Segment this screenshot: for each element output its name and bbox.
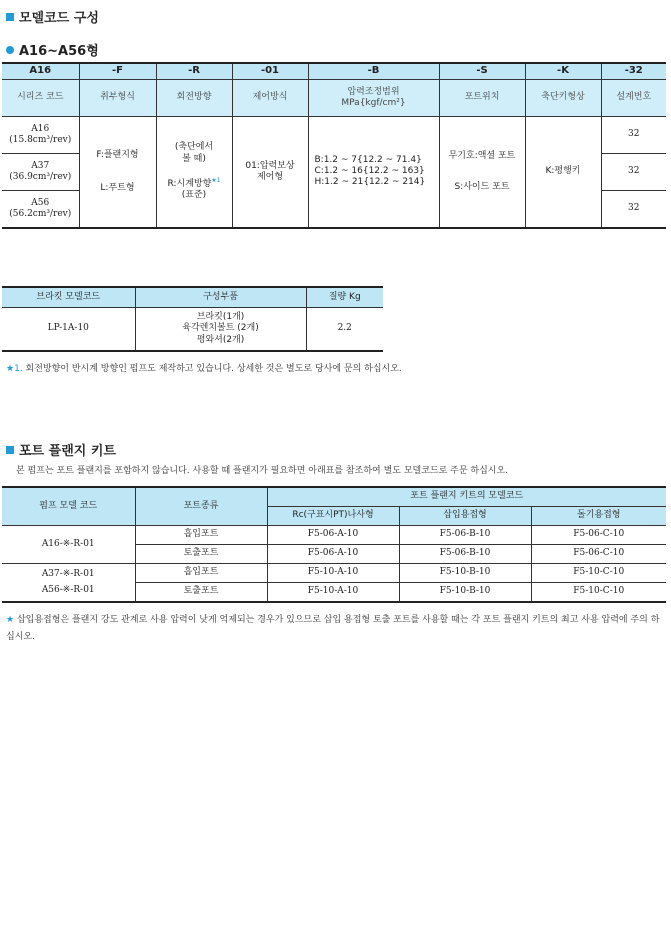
control-line: 01:압력보상 — [245, 160, 295, 171]
mount-cell — [79, 117, 156, 228]
circle-bullet-icon — [6, 46, 14, 54]
square-bullet-icon — [6, 446, 14, 454]
pressure-cell — [308, 117, 439, 228]
bracket-mass-cell: 2.2 — [306, 308, 383, 352]
bracket-header-row — [2, 287, 383, 308]
header-label: 압력조정범위 — [347, 86, 400, 97]
note-text: 삽입용접형은 플랜지 강도 관계로 사용 압력이 낮게 억제되는 경우가 있으므로 삽입 용접형 토출 포트를 사용할 때는 각 포트 플랜지 키트의 최고 사용 압력에 주의 하십시오. — [6, 615, 660, 642]
butt-code-cell: F5-10-C-10 — [531, 583, 666, 603]
control-line: 제어형 — [256, 171, 284, 182]
flange-header-row — [2, 487, 666, 507]
rotation-line — [157, 177, 232, 190]
flange-intro-text: 본 펌프는 포트 플랜지를 포함하지 않습니다. 사용할 때 플랜지가 필요하면 아래표를 참조하여 별도 모델코드로 주문 하십시오. — [16, 466, 509, 476]
pressure-option: B:1.2 ~ 7{12.2 ~ 71.4} — [314, 154, 422, 165]
header-cell: Rc(구표시PT)나사형 — [267, 507, 399, 526]
pump-model-cell: A16-※-R-01 — [2, 526, 135, 564]
series-cell — [2, 191, 79, 228]
header-cell: 회전방향 — [156, 80, 232, 117]
code-cell: -F — [79, 63, 156, 80]
key-cell: K:평행키 — [525, 117, 601, 228]
butt-code-cell: F5-06-C-10 — [531, 545, 666, 564]
code-cell: -K — [525, 63, 601, 80]
section-title-model-code — [6, 7, 99, 26]
series-cell — [2, 154, 79, 191]
port-type-cell: 흡입포트 — [135, 526, 267, 545]
header-cell: 구성부품 — [135, 287, 306, 308]
section-title-text: 모델코드 구성 — [19, 11, 99, 26]
code-cell: -S — [439, 63, 525, 80]
design-number-cell: 32 — [601, 154, 666, 191]
code-cell: -32 — [601, 63, 666, 80]
port-cell — [439, 117, 525, 228]
series-code: A16 — [31, 123, 50, 134]
design-number-cell: 32 — [601, 191, 666, 228]
bracket-row — [2, 308, 383, 352]
note-text: 회전방향이 반시계 방향인 펌프도 제작하고 있습니다. 상세한 것은 별도로 당사에 문의 하십시오. — [25, 364, 402, 374]
insert-code-cell: F5-06-B-10 — [399, 526, 531, 545]
rc-code-cell: F5-06-A-10 — [267, 526, 399, 545]
header-cell: 질량 Kg — [306, 287, 383, 308]
insert-code-cell: F5-06-B-10 — [399, 545, 531, 564]
note-insert-welding — [6, 612, 666, 646]
port-type-cell: 토출포트 — [135, 583, 267, 603]
header-cell: 펌프 모델 코드 — [2, 487, 135, 526]
series-cell — [2, 117, 79, 154]
flange-row — [2, 564, 666, 583]
pump-model: A56-※-R-01 — [41, 584, 95, 595]
header-cell: 설계번호 — [601, 80, 666, 117]
flange-kit-table — [2, 486, 666, 603]
header-cell: 제어방식 — [232, 80, 308, 117]
rotation-line: 볼 때) — [182, 153, 206, 164]
square-bullet-icon — [6, 13, 14, 21]
port-type-cell: 토출포트 — [135, 545, 267, 564]
rotation-line: (축단에서 — [174, 142, 214, 153]
series-displacement: (15.8cm³/rev) — [9, 135, 72, 145]
header-cell: 브라킷 모델코드 — [2, 287, 135, 308]
rc-code-cell: F5-10-A-10 — [267, 564, 399, 583]
pump-model-cell — [2, 564, 135, 603]
butt-code-cell: F5-06-C-10 — [531, 526, 666, 545]
star-note-icon: ★1. — [6, 364, 23, 374]
rotation-cell — [156, 117, 232, 228]
section-title-flange-kit — [6, 440, 116, 459]
rotation-line: (표준) — [181, 190, 207, 200]
port-type-cell: 흡입포트 — [135, 564, 267, 583]
section-title-series — [6, 40, 99, 59]
bracket-table — [2, 286, 383, 352]
part-item: 브라킷(1개) — [196, 312, 245, 323]
header-cell: 취부형식 — [79, 80, 156, 117]
mount-option: L:푸트형 — [100, 182, 135, 193]
code-cell: -01 — [232, 63, 308, 80]
pump-model: A37-※-R-01 — [41, 569, 95, 580]
note-rotation — [6, 361, 402, 374]
rotation-text: R:시계방향 — [167, 178, 212, 189]
insert-code-cell: F5-10-B-10 — [399, 564, 531, 583]
flange-row — [2, 526, 666, 545]
bracket-model-cell: LP-1A-10 — [47, 323, 89, 334]
header-cell: 시리즈 코드 — [2, 80, 79, 117]
header-row — [2, 80, 666, 117]
pressure-option: H:1.2 ~ 21{12.2 ~ 214} — [314, 177, 426, 188]
butt-code-cell: F5-10-C-10 — [531, 564, 666, 583]
star-mark-icon: ★1 — [211, 176, 221, 184]
part-item: 평와셔(2개) — [196, 334, 245, 345]
series-code: A56 — [31, 197, 50, 208]
code-row — [2, 63, 666, 80]
series-row — [2, 117, 666, 154]
rc-code-cell: F5-06-A-10 — [267, 545, 399, 564]
header-cell: 삽입용접형 — [399, 507, 531, 526]
model-code-table — [2, 62, 666, 229]
insert-code-cell: F5-10-B-10 — [399, 583, 531, 603]
star-note-icon: ★ — [6, 615, 15, 625]
mount-option: F:플랜지형 — [96, 149, 139, 160]
header-group-cell: 포트 플랜지 키트의 모델코드 — [267, 487, 666, 507]
section-subtitle-text: A16~A56형 — [19, 44, 99, 59]
bracket-parts-cell — [135, 308, 306, 352]
header-cell: 포트종류 — [135, 487, 267, 526]
header-cell: 돌기용접형 — [531, 507, 666, 526]
section-title-text: 포트 플랜지 키트 — [19, 444, 116, 459]
series-displacement: (36.9cm³/rev) — [9, 172, 72, 182]
control-cell — [232, 117, 308, 228]
header-cell-pressure — [308, 80, 439, 117]
series-code: A37 — [31, 160, 50, 171]
rc-code-cell: F5-10-A-10 — [267, 583, 399, 603]
pressure-option: C:1.2 ~ 16{12.2 ~ 163} — [314, 166, 425, 177]
code-cell: A16 — [2, 63, 79, 80]
part-item: 육각렌치볼트 (2개) — [182, 323, 259, 334]
header-cell: 축단키형상 — [525, 80, 601, 117]
code-cell: -B — [308, 63, 439, 80]
port-option: 무기호:액셜 포트 — [448, 150, 516, 161]
design-number-cell: 32 — [601, 117, 666, 154]
header-cell: 포트위치 — [439, 80, 525, 117]
series-displacement: (56.2cm³/rev) — [9, 208, 72, 219]
pressure-unit: MPa{kgf/cm²} — [341, 98, 406, 108]
port-option: S:사이드 포트 — [454, 181, 510, 192]
code-cell: -R — [156, 63, 232, 80]
